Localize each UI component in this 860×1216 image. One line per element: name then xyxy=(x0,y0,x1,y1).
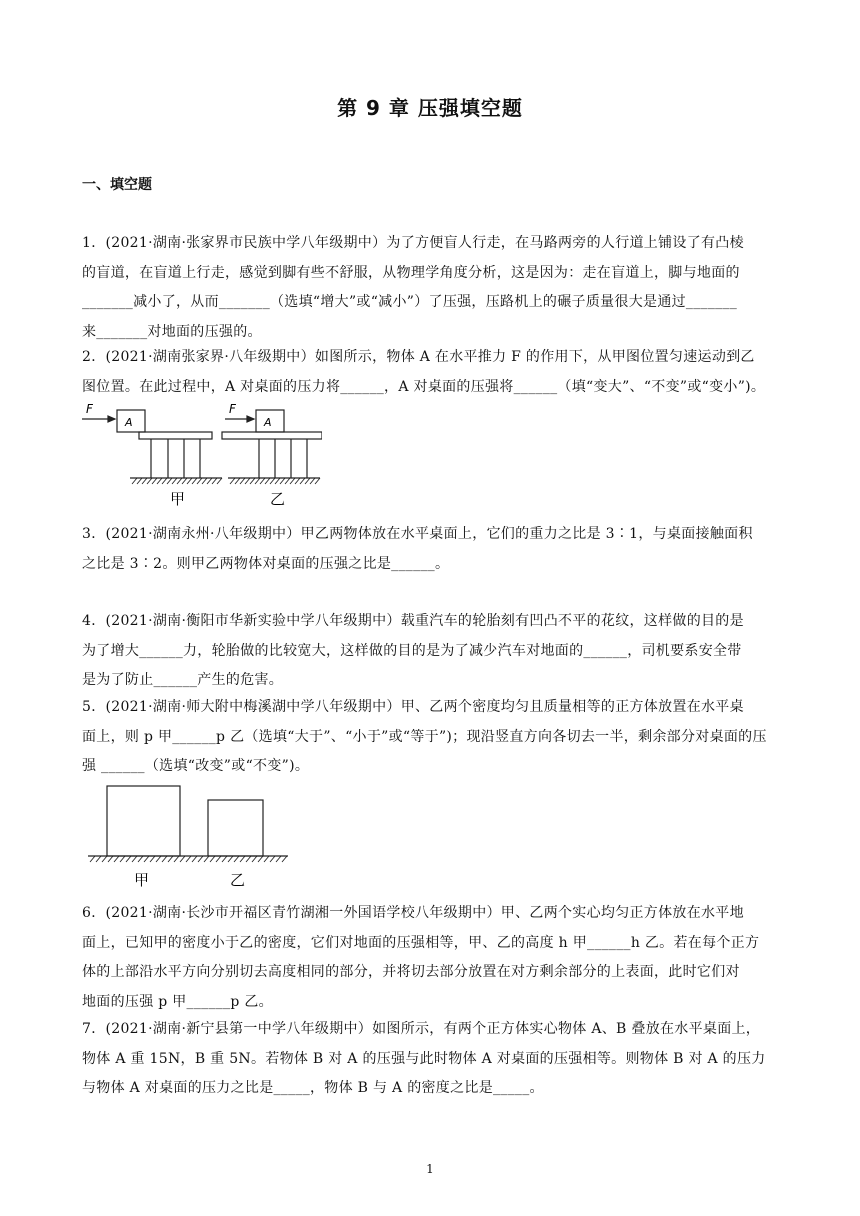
question-line: 2．(2021·湖南张家界·八年级期中）如图所示，物体 A 在水平推力 F 的作用下，从甲图位置匀速运动到乙 xyxy=(82,349,755,365)
ground-hatch xyxy=(108,856,113,862)
ground-hatch xyxy=(150,856,155,862)
ground-hatch xyxy=(142,478,147,484)
question-line: 物体 A 重 15N，B 重 5N。若物体 B 对 A 的压强与此时物体 A 对桌面的压强相等。则物体 B 对 A 的压力 xyxy=(82,1050,766,1067)
ground-hatch xyxy=(172,478,177,484)
ground-hatch xyxy=(270,478,275,484)
ground-hatch xyxy=(132,856,137,862)
ground-hatch xyxy=(260,478,265,484)
figure-caption-right: 乙 xyxy=(270,490,286,508)
ground-hatch xyxy=(174,856,179,862)
ground-hatch xyxy=(245,478,250,484)
ground-hatch xyxy=(210,856,215,862)
question-line: 面上，已知甲的密度小于乙的密度，它们对地面的压强相等，甲、乙的高度 h 甲______h 乙。若在每个正方 xyxy=(82,934,760,951)
ground-hatch xyxy=(126,856,131,862)
question-2 xyxy=(82,343,782,402)
page-title: 第 9 章 压强填空题 xyxy=(337,96,523,120)
ground-hatch xyxy=(234,856,239,862)
ground-hatch xyxy=(305,478,310,484)
block-label: A xyxy=(125,416,133,429)
ground-hatch xyxy=(230,478,235,484)
force-label: F xyxy=(86,402,93,416)
ground-hatch xyxy=(276,856,281,862)
ground-hatch xyxy=(180,856,185,862)
question-line: _______减小了，从而_______（选填“增大”或“减小”）了压强，压路机上的碾子质量很大是通过_______ xyxy=(82,294,738,310)
ground-hatch xyxy=(264,856,269,862)
ground-hatch xyxy=(265,478,270,484)
question-7 xyxy=(82,1015,782,1104)
ground-hatch xyxy=(240,856,245,862)
figure-two-cubes xyxy=(82,782,292,892)
ground-hatch xyxy=(310,478,315,484)
question-1 xyxy=(82,229,782,347)
figure-caption-left: 甲 xyxy=(134,871,150,889)
question-line: 7．(2021·湖南·新宁县第一中学八年级期中）如图所示，有两个正方体实心物体 A、B 叠放在水平桌面上， xyxy=(82,1021,761,1037)
ground-hatch xyxy=(157,478,162,484)
question-line: 与物体 A 对桌面的压力之比是_____，物体 B 与 A 的密度之比是_____。 xyxy=(82,1080,544,1096)
question-line: 体的上部沿水平方向分别切去高度相同的部分，并将切去部分放置在对方剩余部分的上表面，此时它们对 xyxy=(82,964,740,980)
question-line: 1．(2021·湖南·张家界市民族中学八年级期中）为了方便盲人行走，在马路两旁的人行道上铺设了有凸棱 xyxy=(82,235,744,251)
ground-hatch xyxy=(167,478,172,484)
question-5 xyxy=(82,693,782,782)
question-line: 5．(2021·湖南·师大附中梅溪湖中学八年级期中）甲、乙两个密度均匀且质量相等的正方体放置在水平桌 xyxy=(82,699,744,715)
ground-hatch xyxy=(246,856,251,862)
section-heading: 一、填空题 xyxy=(82,177,152,193)
question-line: 图位置。在此过程中，A 对桌面的压力将______，A 对桌面的压强将______（填“变大”、“不变”或“变小”)。 xyxy=(82,378,766,395)
question-3 xyxy=(82,520,782,579)
ground-hatch xyxy=(162,478,167,484)
ground-hatch xyxy=(102,856,107,862)
question-6 xyxy=(82,899,782,1017)
figure-caption-right: 乙 xyxy=(230,871,246,889)
question-line: 6．(2021·湖南·长沙市开福区青竹湖湘一外国语学校八年级期中）甲、乙两个实心均匀正方体放在水平地 xyxy=(82,905,744,921)
ground-hatch xyxy=(192,478,197,484)
question-line: 来_______对地面的压强的。 xyxy=(82,323,262,340)
ground-hatch xyxy=(144,856,149,862)
ground-hatch xyxy=(147,478,152,484)
ground-hatch xyxy=(152,478,157,484)
question-line: 的盲道，在盲道上行走，感觉到脚有些不舒服，从物理学角度分析，这是因为：走在盲道上，脚与地面的 xyxy=(82,264,740,281)
question-line: 地面的压强 p 甲______p 乙。 xyxy=(82,993,273,1010)
ground-hatch xyxy=(162,856,167,862)
ground-hatch xyxy=(222,856,227,862)
ground-hatch xyxy=(204,856,209,862)
question-line: 3．(2021·湖南永州·八年级期中）甲乙两物体放在水平桌面上，它们的重力之比是 3∶1，与桌面接触面积 xyxy=(82,526,753,542)
ground-hatch xyxy=(228,856,233,862)
ground-hatch xyxy=(295,478,300,484)
ground-hatch xyxy=(275,478,280,484)
ground-hatch xyxy=(270,856,275,862)
ground-hatch xyxy=(177,478,182,484)
ground-hatch xyxy=(315,478,320,484)
ground-hatch xyxy=(137,478,142,484)
question-line: 为了增大______力，轮胎做的比较宽大，这样做的目的是为了减少汽车对地面的______，司机要系安全带 xyxy=(82,642,742,659)
ground-hatch xyxy=(240,478,245,484)
ground-hatch xyxy=(252,856,257,862)
ground-hatch xyxy=(168,856,173,862)
block-label: A xyxy=(264,416,272,429)
figure-caption-left: 甲 xyxy=(170,490,186,508)
ground-hatch xyxy=(217,478,222,484)
question-line: 之比是 3∶2。则甲乙两物体对桌面的压强之比是______。 xyxy=(82,555,450,572)
ground-hatch xyxy=(114,856,119,862)
ground-hatch xyxy=(280,478,285,484)
ground-hatch xyxy=(216,856,221,862)
question-line: 面上，则 p 甲______p 乙（选填“大于”、“小于”或“等于”)；现沿竖直方向各切去一半，剩余部分对桌面的压 xyxy=(82,728,767,745)
ground-hatch xyxy=(138,856,143,862)
ground-hatch xyxy=(290,478,295,484)
ground-hatch xyxy=(285,478,290,484)
ground-hatch xyxy=(186,856,191,862)
ground-hatch xyxy=(192,856,197,862)
ground-hatch xyxy=(255,478,260,484)
ground-hatch xyxy=(182,478,187,484)
page-number: 1 xyxy=(426,1162,434,1176)
ground-hatch xyxy=(197,478,202,484)
ground-hatch xyxy=(300,478,305,484)
figure-table-block xyxy=(82,400,322,512)
question-4 xyxy=(82,607,782,696)
ground-hatch xyxy=(202,478,207,484)
ground-hatch xyxy=(258,856,263,862)
ground-hatch xyxy=(90,856,95,862)
ground-hatch xyxy=(198,856,203,862)
ground-hatch xyxy=(235,478,240,484)
ground-hatch xyxy=(250,478,255,484)
ground-hatch xyxy=(156,856,161,862)
ground-hatch xyxy=(187,478,192,484)
force-label: F xyxy=(229,402,236,416)
ground-hatch xyxy=(207,478,212,484)
question-line: 4．(2021·湖南·衡阳市华新实验中学八年级期中）载重汽车的轮胎刻有凹凸不平的花纹，这样做的目的是 xyxy=(82,613,744,629)
ground-hatch xyxy=(120,856,125,862)
ground-hatch xyxy=(96,856,101,862)
question-line: 强 ______（选填“改变”或“不变”)。 xyxy=(82,758,310,774)
question-line: 是为了防止______产生的危害。 xyxy=(82,672,284,688)
ground-hatch xyxy=(282,856,287,862)
ground-hatch xyxy=(132,478,137,484)
ground-hatch xyxy=(212,478,217,484)
